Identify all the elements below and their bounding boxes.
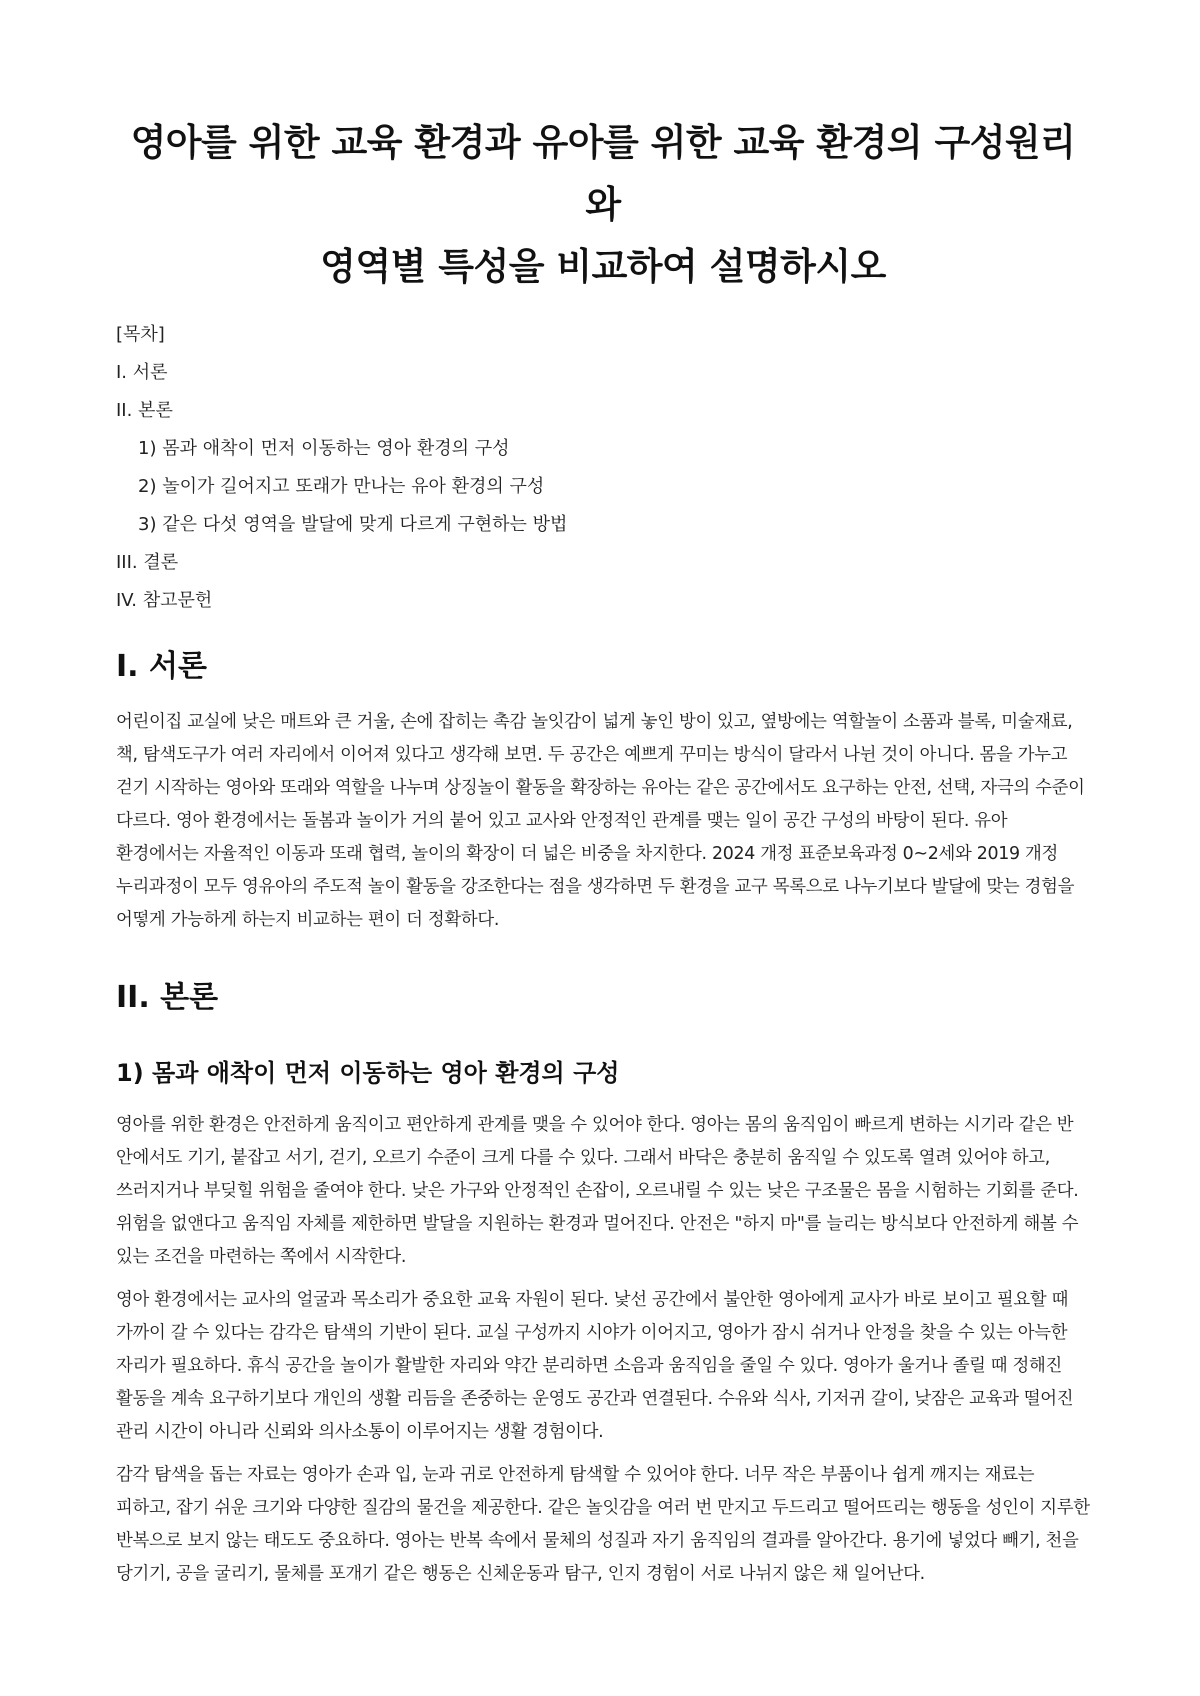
toc-item-body-2: 2) 놀이가 길어지고 또래가 만나는 유아 환경의 구성 [138,476,545,497]
toc-item-conclusion: III. 결론 [116,552,179,573]
toc-item-intro: I. 서론 [116,362,168,383]
body-subsection-1-heading: 1) 몸과 애착이 먼저 이동하는 영아 환경의 구성 [116,1059,620,1087]
document-title-line-2: 영역별 특성을 비교하여 설명하시오 [320,245,886,288]
intro-heading: I. 서론 [116,649,207,684]
table-of-contents [116,324,1090,612]
toc-heading: [목차] [116,324,165,345]
body-paragraph-3: 감각 탐색을 돕는 자료는 영아가 손과 입, 눈과 귀로 안전하게 탐색할 수 있어야 한다. 너무 작은 부품이나 쉽게 깨지는 재료는 피하고, 잡기 쉬운 크기와 다양한 질감의 물건을 제공한다. 같은 놀잇감을 여러 번 만지고 두드리고 떨어뜨리는 행동을 성인이 지루한 반복으로 보지 않는 태도도 중요하다. 영아는 반복 속에서 물체의 성질과 자기 움직임의 결과를 알아간다. 용기에 넣었다 빼기, 천을 당기기, 공을 굴리기, 물체를 포개기 같은 행동은 신체운동과 탐구, 인지 경험이 서로 나뉘지 않은 채 일어난다. [116,1465,1090,1584]
toc-item-references: IV. 참고문헌 [116,590,213,611]
body-paragraph-1: 영아를 위한 환경은 안전하게 움직이고 편안하게 관계를 맺을 수 있어야 한다. 영아는 몸의 움직임이 빠르게 변하는 시기라 같은 반 안에서도 기기, 붙잡고 서기, 걷기, 오르기 수준이 크게 다를 수 있다. 그래서 바닥은 충분히 움직일 수 있도록 열려 있어야 하고, 쓰러지거나 부딪힐 위험을 줄여야 한다. 낮은 가구와 안정적인 손잡이, 오르내릴 수 있는 낮은 구조물은 몸을 시험하는 기회를 준다. 위험을 없앤다고 움직임 자체를 제한하면 발달을 지원하는 환경과 멀어진다. 안전은 "하지 마"를 늘리는 방식보다 안전하게 해볼 수 있는 조건을 마련하는 쪽에서 시작한다. [116,1115,1079,1267]
body-heading: II. 본론 [116,980,219,1015]
document-title-line-1: 영아를 위한 교육 환경과 유아를 위한 교육 환경의 구성원리와 [130,121,1076,226]
document-title [116,112,1090,298]
toc-item-body-3: 3) 같은 다섯 영역을 발달에 맞게 다르게 구현하는 방법 [138,514,568,535]
toc-item-body-1: 1) 몸과 애착이 먼저 이동하는 영아 환경의 구성 [138,438,510,459]
body-paragraph-2: 영아 환경에서는 교사의 얼굴과 목소리가 중요한 교육 자원이 된다. 낯선 공간에서 불안한 영아에게 교사가 바로 보이고 필요할 때 가까이 갈 수 있다는 감각은 탐색의 기반이 된다. 교실 구성까지 시야가 이어지고, 영아가 잠시 쉬거나 안정을 찾을 수 있는 아늑한 자리가 필요하다. 휴식 공간을 놀이가 활발한 자리와 약간 분리하면 소음과 움직임을 줄일 수 있다. 영아가 울거나 졸릴 때 정해진 활동을 계속 요구하기보다 개인의 생활 리듬을 존중하는 운영도 공간과 연결된다. 수유와 식사, 기저귀 갈이, 낮잠은 교육과 떨어진 관리 시간이 아니라 신뢰와 의사소통이 이루어지는 생활 경험이다. [116,1290,1074,1442]
intro-paragraph: 어린이집 교실에 낮은 매트와 큰 거울, 손에 잡히는 촉감 놀잇감이 넓게 놓인 방이 있고, 옆방에는 역할놀이 소품과 블록, 미술재료, 책, 탐색도구가 여러 자리에서 이어져 있다고 생각해 보면. 두 공간은 예쁘게 꾸미는 방식이 달라서 나뉜 것이 아니다. 몸을 가누고 걷기 시작하는 영아와 또래와 역할을 나누며 상징놀이 활동을 확장하는 유아는 같은 공간에서도 요구하는 안전, 선택, 자극의 수준이 다르다. 영아 환경에서는 돌봄과 놀이가 거의 붙어 있고 교사와 안정적인 관계를 맺는 일이 공간 구성의 바탕이 된다. 유아 환경에서는 자율적인 이동과 또래 협력, 놀이의 확장이 더 넓은 비중을 차지한다. 2024 개정 표준보육과정 0~2세와 2019 개정 누리과정이 모두 영유아의 주도적 놀이 활동을 강조한다는 점을 생각하면 두 환경을 교구 목록으로 나누기보다 발달에 맞는 경험을 어떻게 가능하게 하는지 비교하는 편이 더 정확하다. [116,712,1085,930]
toc-item-body: II. 본론 [116,400,173,421]
